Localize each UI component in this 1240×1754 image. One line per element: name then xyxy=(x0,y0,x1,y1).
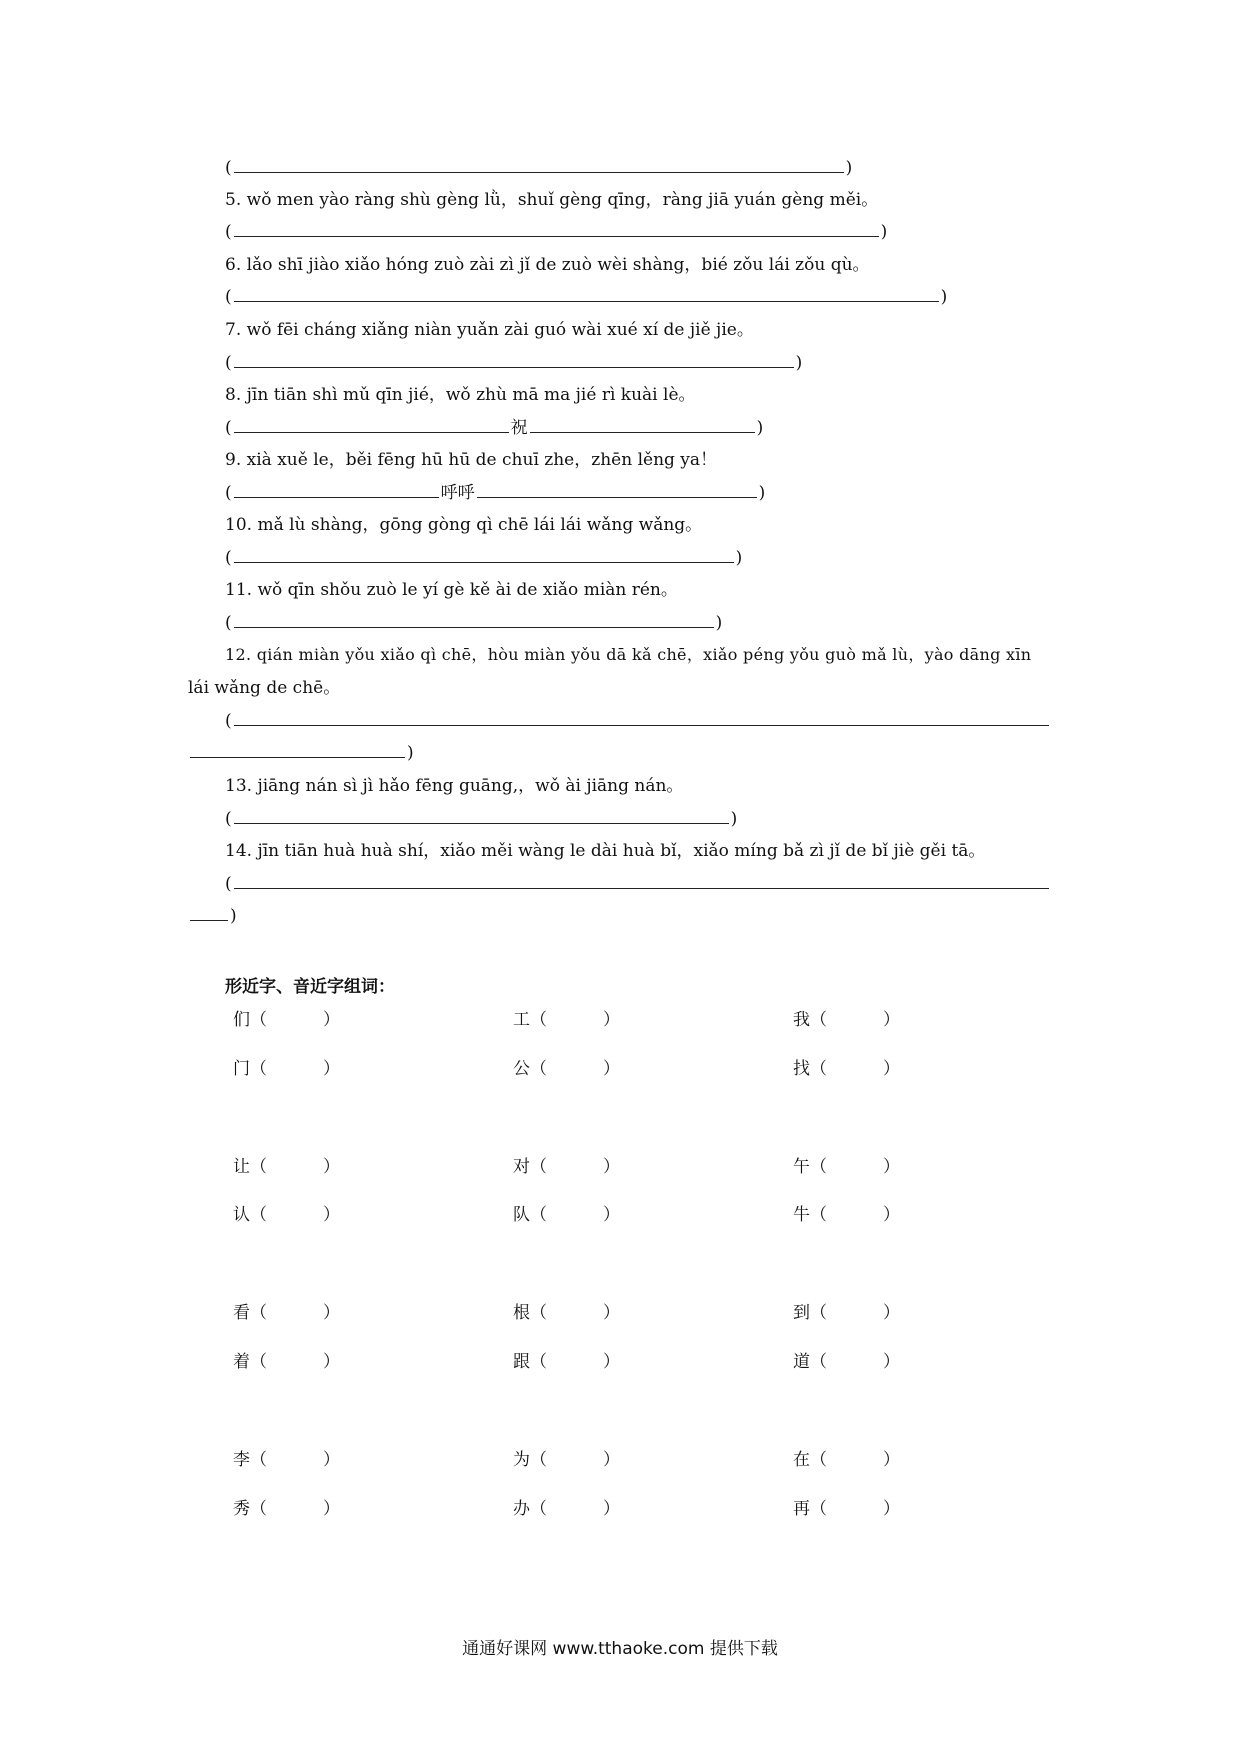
answer-line-4: ( ) xyxy=(225,158,853,178)
char-cell: 跟（ ） xyxy=(513,1352,620,1372)
char-cell: 李（ ） xyxy=(233,1450,340,1470)
hint-word: 呼呼 xyxy=(440,483,475,503)
question-7: 7. wǒ fēi cháng xiǎng niàn yuǎn zài guó wài xué xí de jiě jie。 xyxy=(225,320,754,340)
answer-line-8: ( 祝 ) xyxy=(225,418,764,438)
question-11: 11. wǒ qīn shǒu zuò le yí gè kě ài de xiǎo miàn rén。 xyxy=(225,580,678,600)
page-footer: 通通好课网 www.tthaoke.com 提供下载 xyxy=(462,1639,778,1659)
char-cell: 对（ ） xyxy=(513,1157,620,1177)
answer-line-13: ( ) xyxy=(225,809,738,829)
answer-line-6: ( ) xyxy=(225,287,948,307)
question-5: 5. wǒ men yào ràng shù gèng lǜ，shuǐ gèng qīng，ràng jiā yuán gèng měi。 xyxy=(225,190,879,210)
question-9: 9. xià xuě le，běi fēng hū hū de chuī zhe，zhēn lěng ya！ xyxy=(225,450,718,470)
answer-line-10: ( ) xyxy=(225,548,743,568)
answer-line-5: ( ) xyxy=(225,222,888,242)
char-cell: 道（ ） xyxy=(793,1352,900,1372)
char-cell: 找（ ） xyxy=(793,1059,900,1079)
question-10: 10. mǎ lù shàng，gōng gòng qì chē lái lái wǎng wǎng。 xyxy=(225,515,703,535)
answer-line-7: ( ) xyxy=(225,353,803,373)
answer-line-14b: ) xyxy=(188,904,237,928)
char-cell: 牛（ ） xyxy=(793,1205,900,1225)
char-cell: 认（ ） xyxy=(233,1205,340,1225)
char-cell: 公（ ） xyxy=(513,1059,620,1079)
question-6: 6. lǎo shī jiào xiǎo hóng zuò zài zì jǐ de zuò wèi shàng，bié zǒu lái zǒu qù。 xyxy=(225,255,870,275)
char-cell: 我（ ） xyxy=(793,1010,900,1030)
char-cell: 让（ ） xyxy=(233,1157,340,1177)
answer-line-12a: ( xyxy=(225,709,1051,733)
char-cell: 看（ ） xyxy=(233,1303,340,1323)
char-cell: 队（ ） xyxy=(513,1205,620,1225)
hint-word: 祝 xyxy=(510,418,528,438)
char-cell: 午（ ） xyxy=(793,1157,900,1177)
char-cell: 再（ ） xyxy=(793,1499,900,1519)
answer-line-12b: ) xyxy=(188,741,414,765)
question-12: 12. qián miàn yǒu xiǎo qì chē，hòu miàn yǒu dā kǎ chē，xiǎo péng yǒu guò mǎ lù，yào dāng xīn xyxy=(225,645,1032,664)
char-cell: 秀（ ） xyxy=(233,1499,340,1519)
question-12-cont: lái wǎng de chē。 xyxy=(188,678,341,698)
char-cell: 办（ ） xyxy=(513,1499,620,1519)
question-14: 14. jīn tiān huà huà shí，xiǎo měi wàng le dài huà bǐ，xiǎo míng bǎ zì jǐ de bǐ jiè gěi tā。 xyxy=(225,841,986,861)
char-cell: 根（ ） xyxy=(513,1303,620,1323)
section-title: 形近字、音近字组词： xyxy=(225,977,395,997)
answer-line-11: ( ) xyxy=(225,613,723,633)
answer-line-14a: ( xyxy=(225,872,1051,896)
char-cell: 为（ ） xyxy=(513,1450,620,1470)
question-13: 13. jiāng nán sì jì hǎo fēng guāng,，wǒ ài jiāng nán。 xyxy=(225,776,684,796)
char-cell: 着（ ） xyxy=(233,1352,340,1372)
question-8: 8. jīn tiān shì mǔ qīn jié，wǒ zhù mā ma jié rì kuài lè。 xyxy=(225,385,696,405)
char-cell: 门（ ） xyxy=(233,1059,340,1079)
char-cell: 在（ ） xyxy=(793,1450,900,1470)
char-cell: 到（ ） xyxy=(793,1303,900,1323)
char-cell: 们（ ） xyxy=(233,1010,340,1030)
char-cell: 工（ ） xyxy=(513,1010,620,1030)
answer-line-9: ( 呼呼 ) xyxy=(225,483,766,503)
